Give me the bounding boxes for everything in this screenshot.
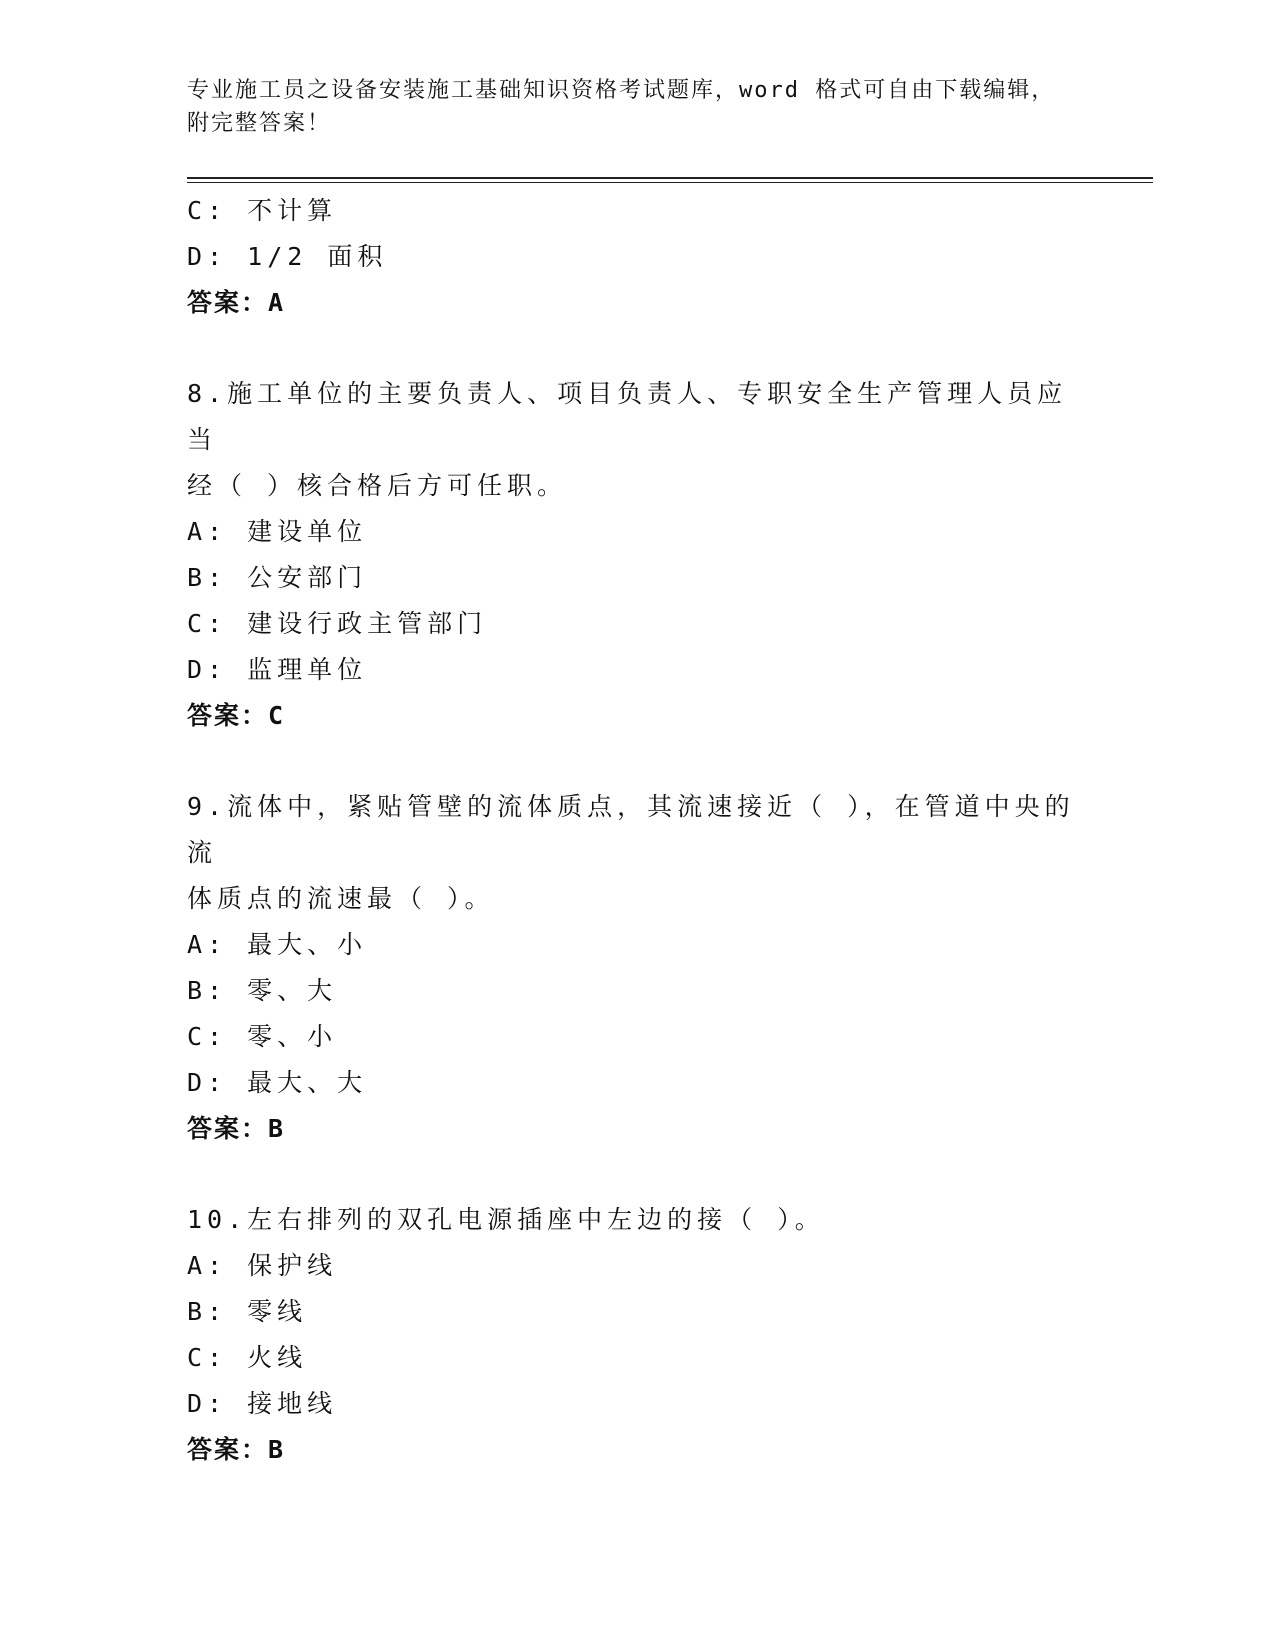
answer-text: 答案：B [187,1114,286,1143]
option-a: A: 最大、小 [187,930,368,959]
answer-text: 答案：A [187,288,286,317]
question-stem-line-1: 10.左右排列的双孔电源插座中左边的接（ ）。 [187,1205,825,1234]
option-d: D: 监理单位 [187,655,368,684]
header-line-1: 专业施工员之设备安装施工基础知识资格考试题库，word 格式可自由下载编辑， [187,78,1056,103]
document-header [187,74,1087,140]
option-b: B: 公安部门 [187,563,368,592]
question-10 [187,1197,1087,1473]
option-a: A: 建设单位 [187,517,368,546]
option-b: B: 零线 [187,1297,308,1326]
option-c: C: 不计算 [187,196,338,225]
header-divider-thick [187,177,1153,179]
question-stem-line-1: 9.流体中，紧贴管壁的流体质点，其流速接近（ ），在管道中央的流 [187,792,1075,867]
question-8 [187,371,1087,739]
answer-text: 答案：B [187,1435,286,1464]
question-partial [187,188,1087,326]
question-9 [187,784,1087,1152]
question-gap [187,739,1087,784]
option-c: C: 建设行政主管部门 [187,609,488,638]
question-list [187,188,1087,1473]
option-d: D: 1/2 面积 [187,242,388,271]
question-gap [187,1152,1087,1197]
option-b: B: 零、大 [187,976,338,1005]
option-d: D: 接地线 [187,1389,338,1418]
option-c: C: 零、小 [187,1022,338,1051]
question-stem-line-2: 体质点的流速最（ ）。 [187,884,495,913]
header-line-2: 附完整答案！ [187,111,332,136]
question-gap [187,326,1087,371]
question-stem-line-1: 8.施工单位的主要负责人、项目负责人、专职安全生产管理人员应当 [187,379,1068,454]
option-d: D: 最大、大 [187,1068,368,1097]
header-divider-thin [187,182,1153,183]
option-a: A: 保护线 [187,1251,338,1280]
option-c: C: 火线 [187,1343,308,1372]
question-stem-line-2: 经（ ）核合格后方可任职。 [187,471,568,500]
answer-text: 答案：C [187,701,286,730]
